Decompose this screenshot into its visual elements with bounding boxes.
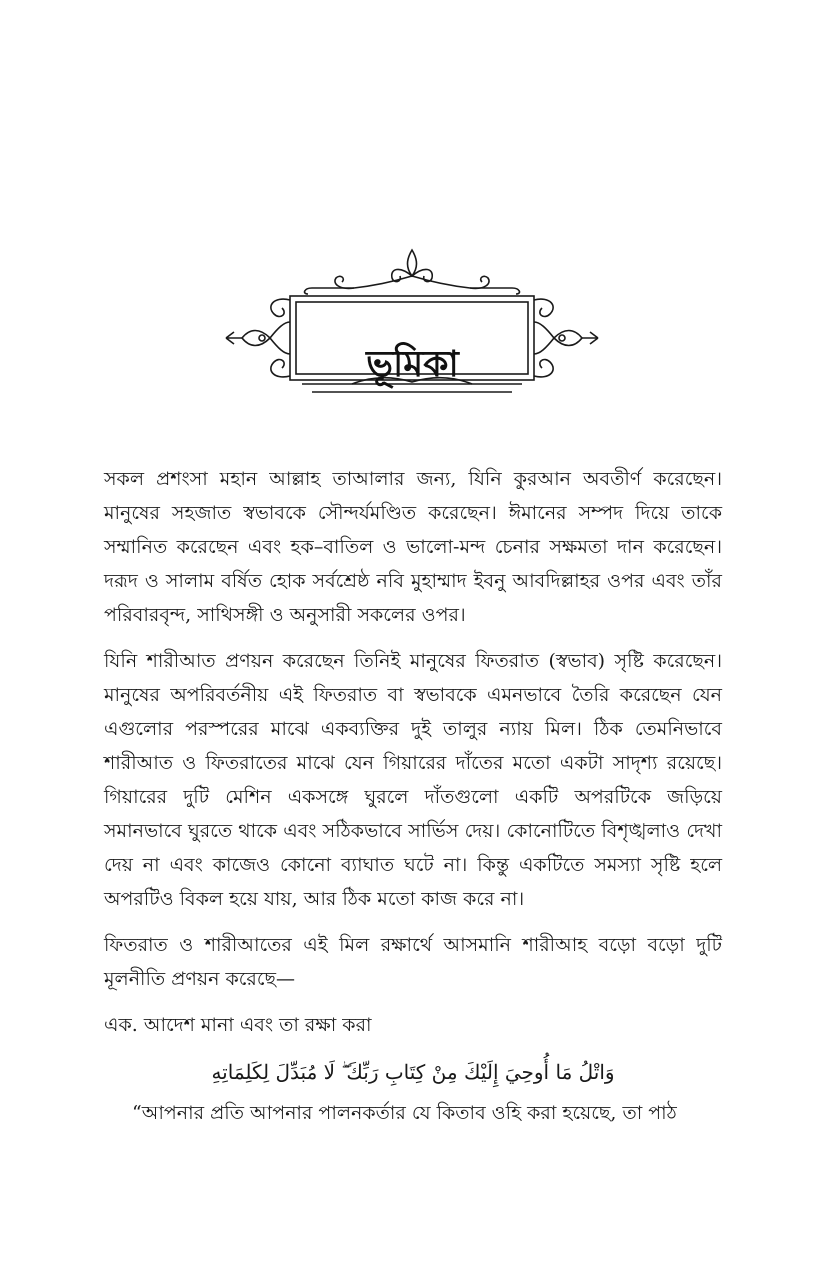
- body-text: [104, 462, 722, 1130]
- paragraph: ফিতরাত ও শারীআতের এই মিল রক্ষার্থে আসমানি শারীআহ বড়ো বড়ো দুটি মূলনীতি প্রণয়ন করেছে—: [104, 934, 722, 990]
- paragraph: সকল প্রশংসা মহান আল্লাহ তাআলার জন্য, যিনি কুরআন অবতীর্ণ করেছেন। মানুষের সহজাত স্বভাবকে সৌন্দর্যমণ্ডিত করেছেন। ঈমানের সম্পদ দিয়ে তাকে সম্মানিত করেছেন এবং হক–বাতিল ও ভালো-মন্দ চেনার সক্ষমতা দান করেছেন। দরূদ ও সালাম বর্ষিত হোক সর্বশ্রেষ্ঠ নবি মুহাম্মাদ ইবনু আবদিল্লাহর ওপর এবং তাঁর পরিবারবৃন্দ, সাথিসঙ্গী ও অনুসারী সকলের ওপর।: [104, 468, 722, 626]
- verse-translation: “আপনার প্রতি আপনার পালনকর্তার যে কিতাব ওহি করা হয়েছে, তা পাঠ: [132, 1102, 677, 1124]
- arabic-verse: وَاتْلُ مَا أُوحِيَ إِلَيْكَ مِنْ كِتَابِ رَبِّكَ ۖ لَا مُبَدِّلَ لِكَلِمَاتِهِ: [211, 1060, 615, 1084]
- section-heading: এক. আদেশ মানা এবং তা রক্ষা করা: [104, 1014, 372, 1036]
- page-title: ভূমিকা: [366, 343, 459, 386]
- paragraph: যিনি শারীআত প্রণয়ন করেছেন তিনিই মানুষের ফিতরাত (স্বভাব) সৃষ্টি করেছেন। মানুষের অপরিবর্তনীয় এই ফিতরাত বা স্বভাবকে এমনভাবে তৈরি করেছেন যেন এগুলোর পরস্পরের মাঝে একব্যক্তির দুই তালুর ন্যায় মিল। ঠিক তেমনিভাবে শারীআত ও ফিতরাতের মাঝে যেন গিয়ারের দাঁতের মতো একটা সাদৃশ্য রয়েছে। গিয়ারের দুটি মেশিন একসঙ্গে ঘুরলে দাঁতগুলো একটি অপরটিকে জড়িয়ে সমানভাবে ঘুরতে থাকে এবং সঠিকভাবে সার্ভিস দেয়। কোনোটিতে বিশৃঙ্খলাও দেখা দেয় না এবং কাজেও কোনো ব্যাঘাত ঘটে না। কিন্তু একটিতে সমস্যা সৃষ্টি হলে অপরটিও বিকল হয়ে যায়, আর ঠিক মতো কাজ করে না।: [104, 650, 722, 910]
